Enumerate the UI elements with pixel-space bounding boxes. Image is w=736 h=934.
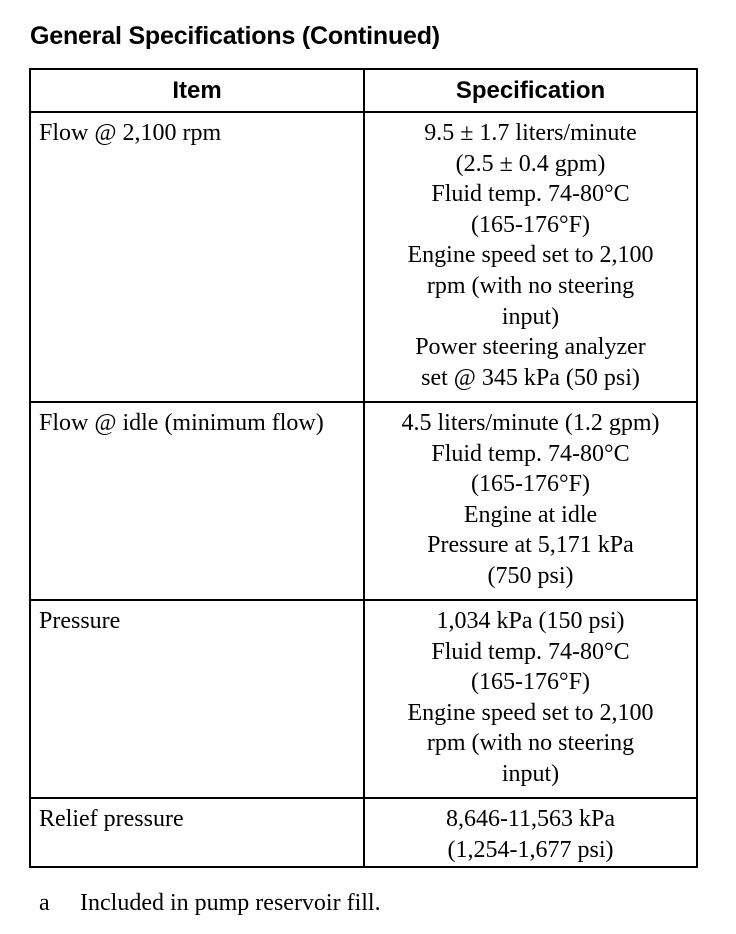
column-header-specification: Specification <box>364 69 697 112</box>
specification-cell <box>364 112 697 402</box>
specification-cell <box>364 600 697 798</box>
spec-line: set @ 345 kPa (50 psi) <box>421 364 640 391</box>
page-title: General Specifications (Continued) <box>30 22 440 50</box>
spec-line: Engine at idle <box>463 501 598 528</box>
table-row <box>30 798 697 867</box>
spec-line: 4.5 liters/minute (1.2 gpm) <box>401 410 660 436</box>
specification-cell <box>364 402 697 600</box>
spec-line: Pressure at 5,171 kPa <box>427 532 634 559</box>
table-header-row <box>30 69 697 112</box>
footnote-marker: a <box>39 890 50 916</box>
spec-line: rpm (with no steering <box>426 730 635 757</box>
spec-line: input) <box>501 303 560 330</box>
specifications-table <box>29 68 698 868</box>
item-cell: Flow @ idle (minimum flow) <box>30 402 364 600</box>
spec-line: 1,034 kPa (150 psi) <box>436 608 625 634</box>
spec-line: (2.5 ± 0.4 gpm) <box>455 150 606 177</box>
spec-line: input) <box>501 760 560 787</box>
table-row <box>30 402 697 600</box>
spec-line: Power steering analyzer <box>415 334 646 361</box>
item-cell: Pressure <box>30 600 364 798</box>
specification-cell <box>364 798 697 867</box>
spec-line: 9.5 ± 1.7 liters/minute <box>424 120 637 146</box>
spec-line: (1,254-1,677 psi) <box>447 836 614 863</box>
footnote <box>39 890 381 917</box>
spec-line: Fluid temp. 74-80°C <box>431 638 630 665</box>
spec-line: Fluid temp. 74-80°C <box>431 181 630 208</box>
spec-line: (165-176°F) <box>471 211 590 238</box>
spec-line: Engine speed set to 2,100 <box>407 242 654 269</box>
item-cell: Relief pressure <box>30 798 364 867</box>
spec-line: Fluid temp. 74-80°C <box>431 440 630 467</box>
spec-line: rpm (with no steering <box>426 272 635 299</box>
spec-line: (165-176°F) <box>471 669 590 696</box>
column-header-item: Item <box>30 69 364 112</box>
table-row <box>30 600 697 798</box>
spec-line: 8,646-11,563 kPa <box>445 806 616 832</box>
spec-line: (750 psi) <box>487 562 574 589</box>
footnote-text: Included in pump reservoir fill. <box>80 890 381 916</box>
table-row <box>30 112 697 402</box>
spec-line: (165-176°F) <box>471 471 590 498</box>
item-cell: Flow @ 2,100 rpm <box>30 112 364 402</box>
spec-line: Engine speed set to 2,100 <box>407 699 654 726</box>
